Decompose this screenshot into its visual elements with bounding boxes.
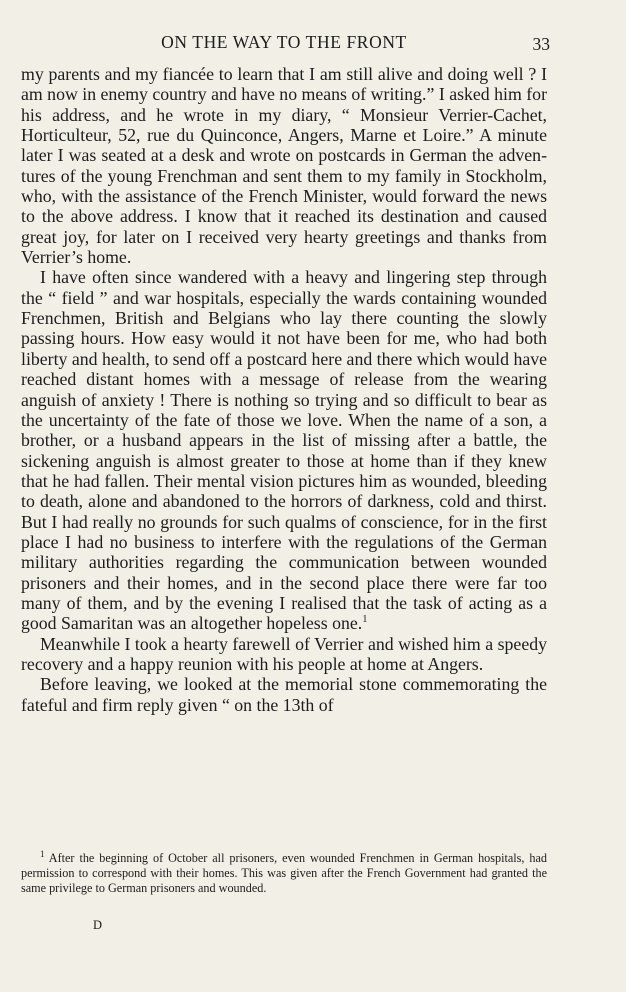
body-text — [21, 64, 547, 715]
paragraph-3 — [21, 634, 547, 675]
footnote-marker: 1 — [40, 848, 45, 859]
footnote-reference: 1 — [362, 614, 368, 626]
page-number: 33 — [532, 34, 550, 54]
paragraph-1-text: my parents and my fiancée to learn that I am still alive and doing well ? I am now in enemy country and have no means of writing.” I asked him for his address, and he wrote in my diary, “ Monsieur Verrier-Cachet, Horticulteur, 52, rue du Quinconce, Angers, Marne et Loire.” A minute later I was seated at a desk and wrote on postcards in German the adventures of the young Frenchman and sent them to my family in Stockholm, who, with the assistance of the French Minister, would forward the news to the above address. I know that it reached its destination and caused great joy, for later on I received very hearty greetings and thanks from Verrier’s home. — [21, 64, 547, 268]
paragraph-2-text: I have often since wandered with a heavy and lingering step through the “ field ” and war hospitals, especially the wards containing wounded Frenchmen, British and Belgians who lay there counting the slowly passing hours. How easy would it not have been for me, who had both liberty and health, to send off a postcard here and there which would have reached distant homes with a message of release from the wearing anguish of anxiety ! There is nothing so trying and so difficult to bear as the uncertainty of the fate of those we love. When the name of a son, a brother, or a husband appears in the list of missing after a battle, the sickening anguish is almost greater to those at home than if they knew that he had fallen. Their mental vision pictures him as wounded, bleeding to death, alone and abandoned to the horrors of darkness, cold and thirst. But I had really no grounds for such qualms of conscience, for in the first place I had no business to interfere with the regulations of the German military authorities regarding the communication between wounded prisoners and their homes, and in the second place there were far too many of them, and by the evening I realised that the task of acting as a good Samaritan was an altogether hopeless one. — [21, 267, 548, 634]
footnote — [21, 848, 547, 897]
signature-mark: D — [93, 918, 103, 932]
paragraph-4-text: Before leaving, we looked at the memorial stone commemorating the fateful and firm reply given “ on the 13th of — [21, 674, 547, 715]
paragraph-1 — [21, 64, 547, 267]
footnote-text: After the beginning of October all prisoners, even wounded Frenchmen in German hospitals, had permission to correspond with their homes. This was given after the French Government had granted the same privilege to German prisoners and wounded. — [21, 851, 547, 896]
paragraph-3-text: Meanwhile I took a hearty farewell of Verrier and wished him a speedy recovery and a happy reunion with his people at home at Angers. — [21, 633, 547, 674]
paragraph-4 — [21, 674, 547, 715]
paragraph-2 — [21, 267, 547, 633]
running-head: ON THE WAY TO THE FRONT — [161, 32, 407, 52]
